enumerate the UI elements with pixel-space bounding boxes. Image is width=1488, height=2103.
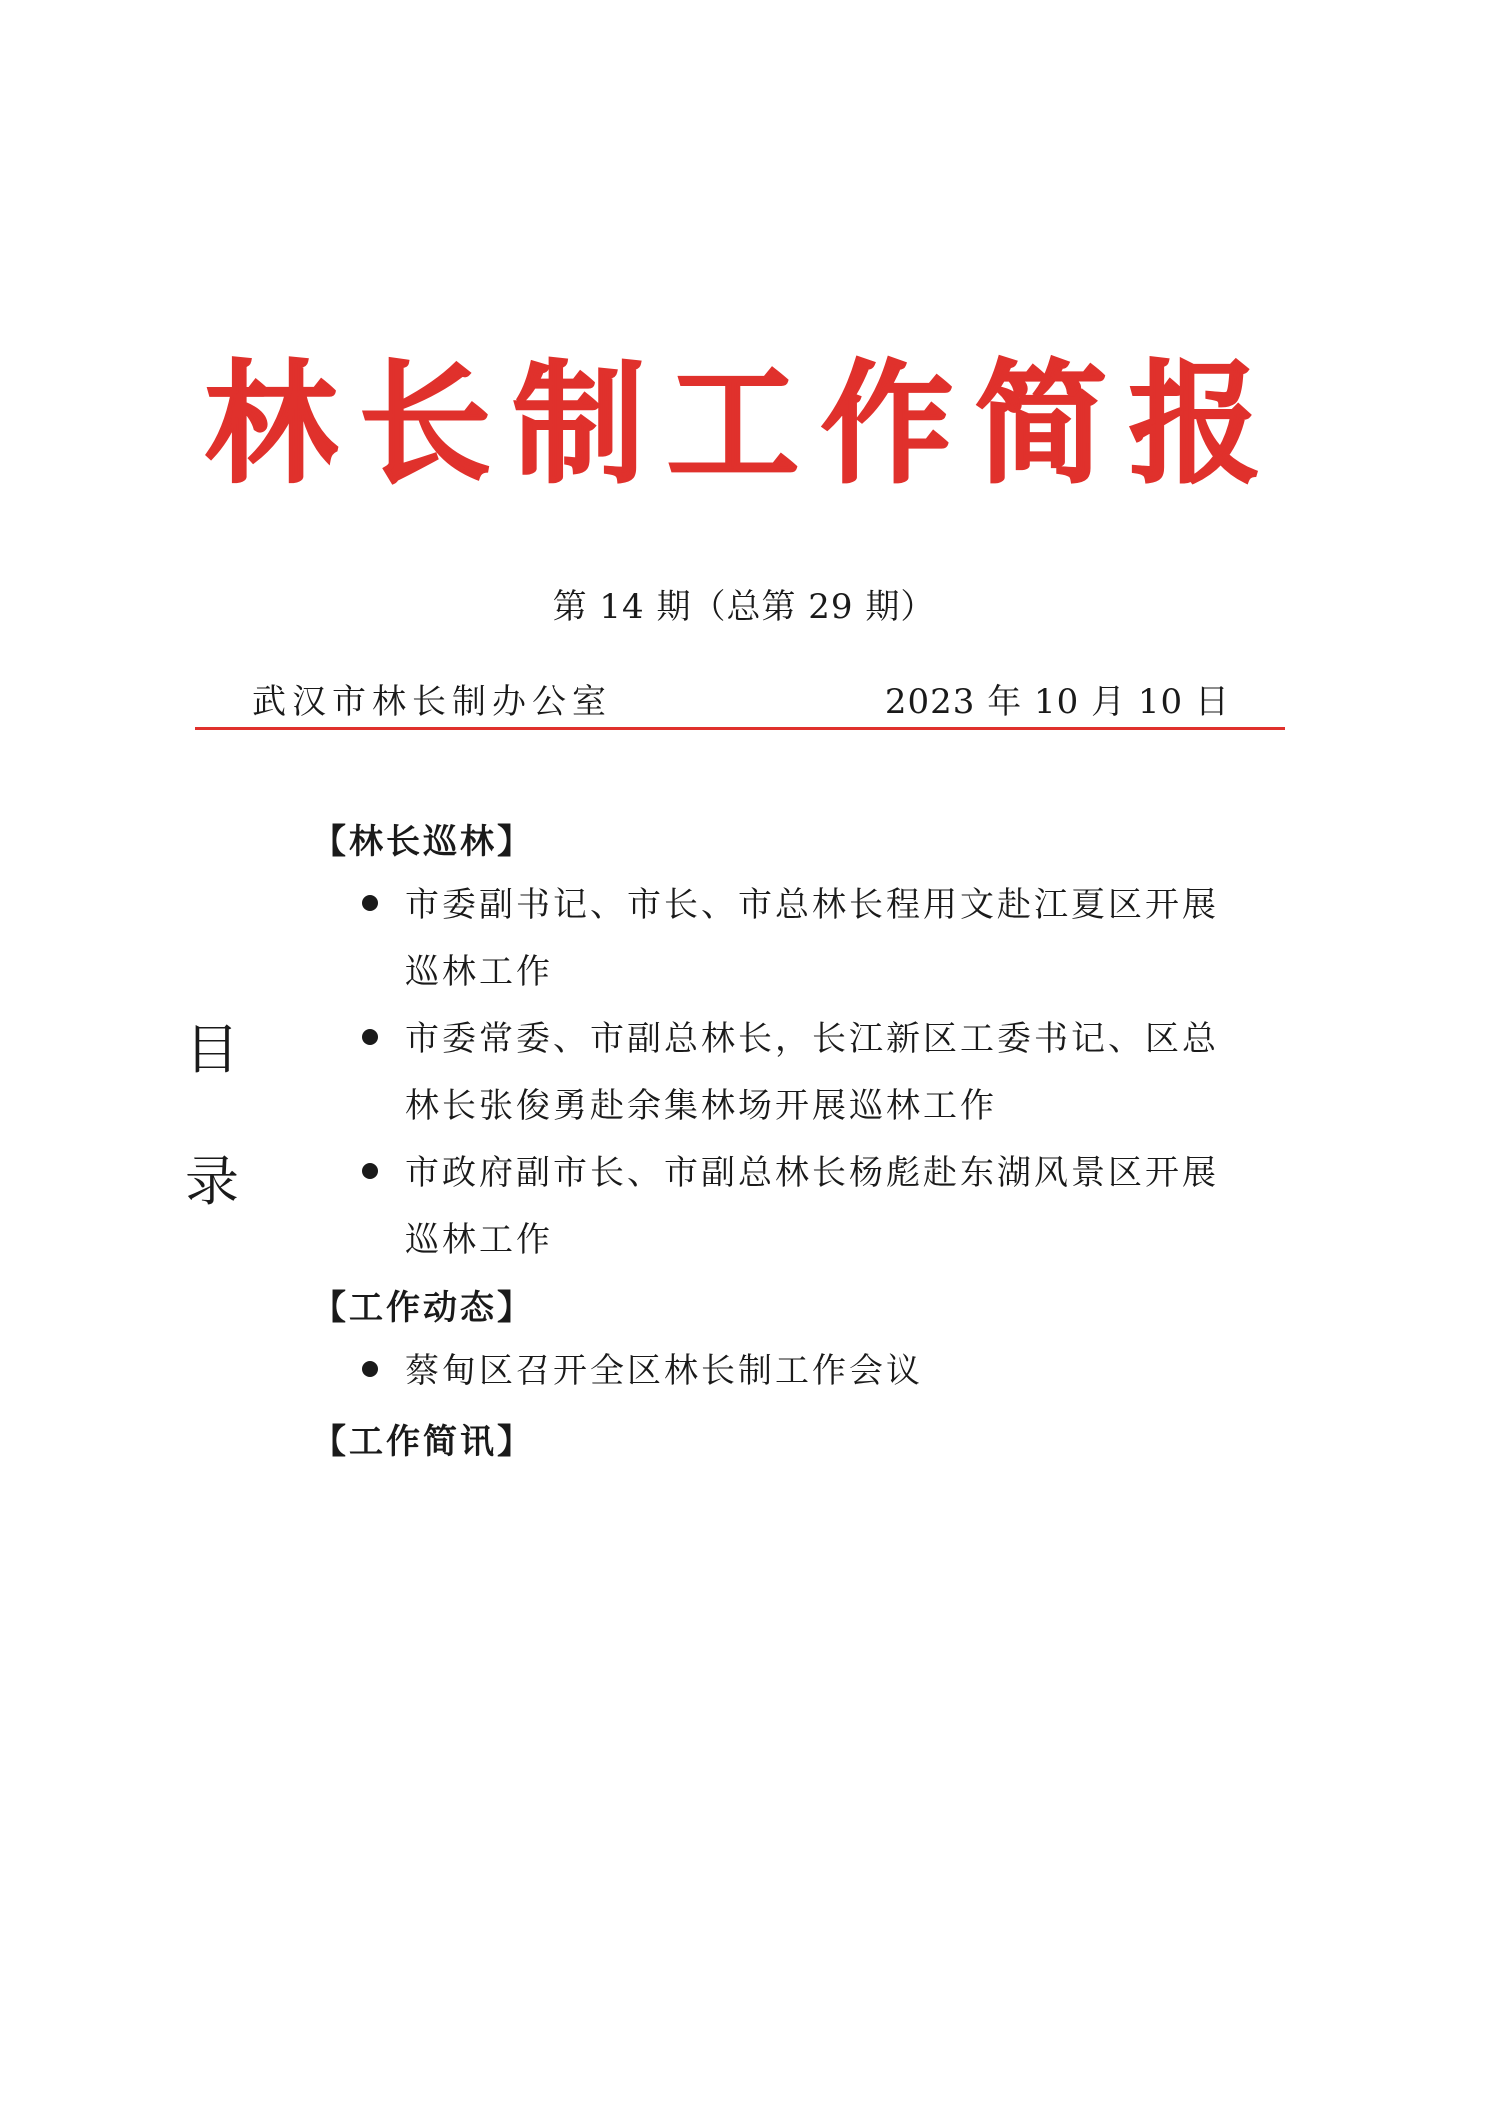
toc-item-text: 蔡甸区召开全区林长制工作会议	[405, 1351, 923, 1391]
toc-label-lu: 录	[185, 1150, 239, 1213]
issue-date: 2023 年 10 月 10 日	[884, 682, 1230, 722]
toc-list-item	[365, 1338, 1245, 1405]
bullet-icon	[362, 1163, 378, 1179]
toc-section-heading: 【林长巡林】	[312, 822, 534, 862]
bullet-icon	[362, 1029, 378, 1045]
toc-item-text: 市委常委、市副总林长，长江新区工委书记、区总林长张俊勇赴余集林场开展巡林工作	[405, 1019, 1219, 1126]
issuer-name: 武汉市林长制办公室	[252, 682, 612, 722]
bullet-icon	[362, 1361, 378, 1377]
toc-item-text: 市政府副市长、市副总林长杨彪赴东湖风景区开展巡林工作	[405, 1153, 1219, 1260]
toc-label-mu: 目	[185, 1018, 239, 1081]
bullet-icon	[362, 895, 378, 911]
issue-number: 第 14 期（总第 29 期）	[552, 587, 936, 627]
toc-section-heading: 【工作简讯】	[312, 1422, 534, 1462]
toc-list-item	[365, 872, 1245, 1006]
toc-list-item	[365, 1006, 1245, 1140]
header-divider	[195, 727, 1285, 730]
toc-section-heading: 【工作动态】	[312, 1288, 534, 1328]
toc-list-item	[365, 1140, 1245, 1274]
toc-item-text: 市委副书记、市长、市总林长程用文赴江夏区开展巡林工作	[405, 885, 1219, 992]
bulletin-title: 林长制工作简报	[205, 347, 1283, 502]
